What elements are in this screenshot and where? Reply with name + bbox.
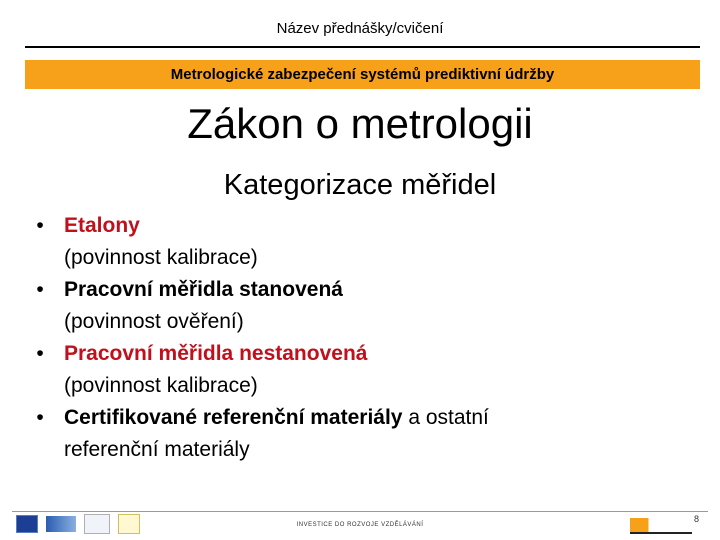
- slide-subtitle: Kategorizace měřidel: [223, 169, 497, 201]
- header-divider: [25, 46, 700, 48]
- bullet-item-nestanovena: [30, 338, 690, 402]
- banner-text: Metrologické zabezpečení systémů prediktivní údržby: [170, 66, 555, 83]
- bullet-item-certifikovane: [30, 402, 690, 466]
- bullet-sub: (povinnost ověření): [64, 310, 244, 333]
- bullet-icon: •: [36, 342, 44, 365]
- bullet-strong: Pracovní měřidla stanovená: [64, 278, 343, 301]
- bullet-strong: Etalony: [64, 214, 140, 237]
- bullet-sub: referenční materiály: [64, 438, 250, 461]
- course-banner: [25, 60, 700, 89]
- bullet-icon: •: [36, 406, 44, 429]
- bullet-strong: Certifikované referenční materiály: [64, 406, 403, 429]
- bullet-icon: •: [36, 214, 44, 237]
- university-logo-icon: [630, 518, 692, 534]
- bullet-sub: (povinnost kalibrace): [64, 374, 258, 397]
- bullet-list: [30, 210, 690, 466]
- footer-slogan: INVESTICE DO ROZVOJE VZDĚLÁVÁNÍ: [296, 522, 424, 528]
- slide-title: Zákon o metrologii: [187, 100, 533, 147]
- bullet-icon: •: [36, 278, 44, 301]
- bullet-item-stanovena: [30, 274, 690, 338]
- bullet-item-etalony: [30, 210, 690, 274]
- course-title: Název přednášky/cvičení: [276, 20, 444, 37]
- page-number: 8: [694, 514, 700, 524]
- bullet-sub: (povinnost kalibrace): [64, 246, 258, 269]
- bullet-rest: a ostatní: [402, 406, 489, 429]
- bullet-strong: Pracovní měřidla nestanovená: [64, 342, 368, 365]
- footer-divider: [12, 511, 708, 512]
